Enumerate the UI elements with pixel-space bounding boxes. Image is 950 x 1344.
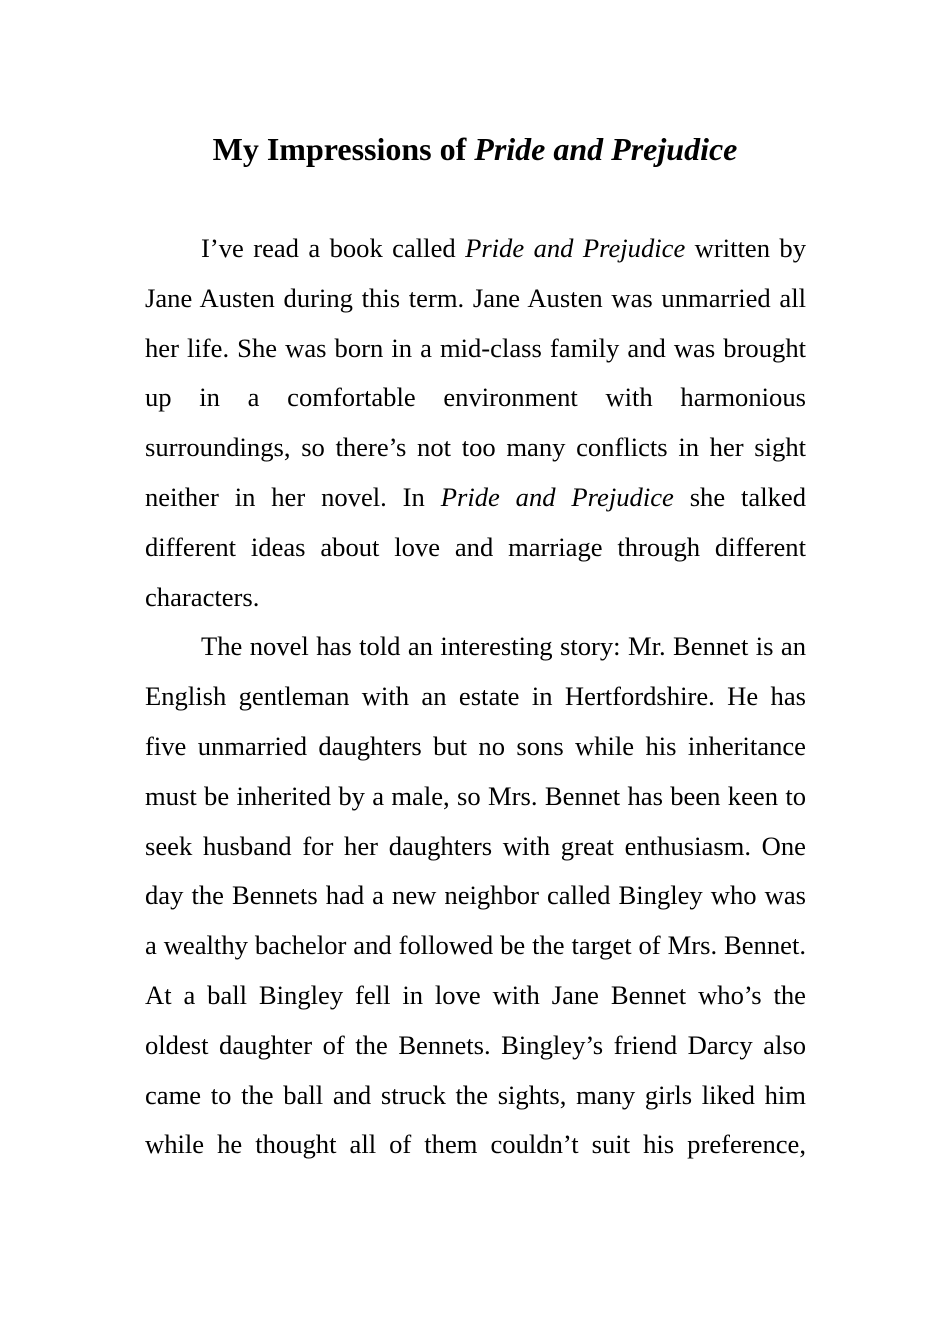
text-segment: I’ve read a book called	[201, 233, 466, 263]
document-title	[0, 128, 950, 170]
book-title-italic: Pride and Prejudice	[440, 481, 674, 512]
paragraph-author-intro	[145, 224, 806, 622]
text-segment: she talked different ideas about love and marriage through different characters.	[145, 481, 806, 612]
title-prefix: My Impressions of	[212, 131, 475, 167]
paragraph-story-summary	[145, 622, 806, 1170]
text-segment: The novel has told an interesting story: Mr. Bennet is an English gentleman with an estate in Hertfordshire. He has five unmarried daughters but no sons while his inheritance must be inherited by a male, so Mrs. Bennet has been keen to seek husband for her daughters with great enthusiasm. One day the Bennets had a new neighbor called Bingley who was a wealthy bachelor and followed be the target of Mrs. Bennet. At a ball Bingley fell in love with Jane Bennet who’s the oldest daughter of the Bennets. Bingley’s friend Darcy also came to the ball and struck the sights, many girls liked him while he thought all of them couldn’t suit his preference,	[145, 631, 806, 1160]
book-title-italic: Pride and Prejudice	[465, 233, 686, 263]
text-segment: written by Jane Austen during this term. Jane Austen was unmarried all her life. She was born in a mid-class family and was brought up in a comfortable environment with harmonious surroundings, so there’s not too many conflicts in her sight neither in her novel. In	[145, 233, 806, 512]
title-book-name: Pride and Prejudice	[474, 131, 738, 167]
document-body	[145, 224, 806, 1170]
